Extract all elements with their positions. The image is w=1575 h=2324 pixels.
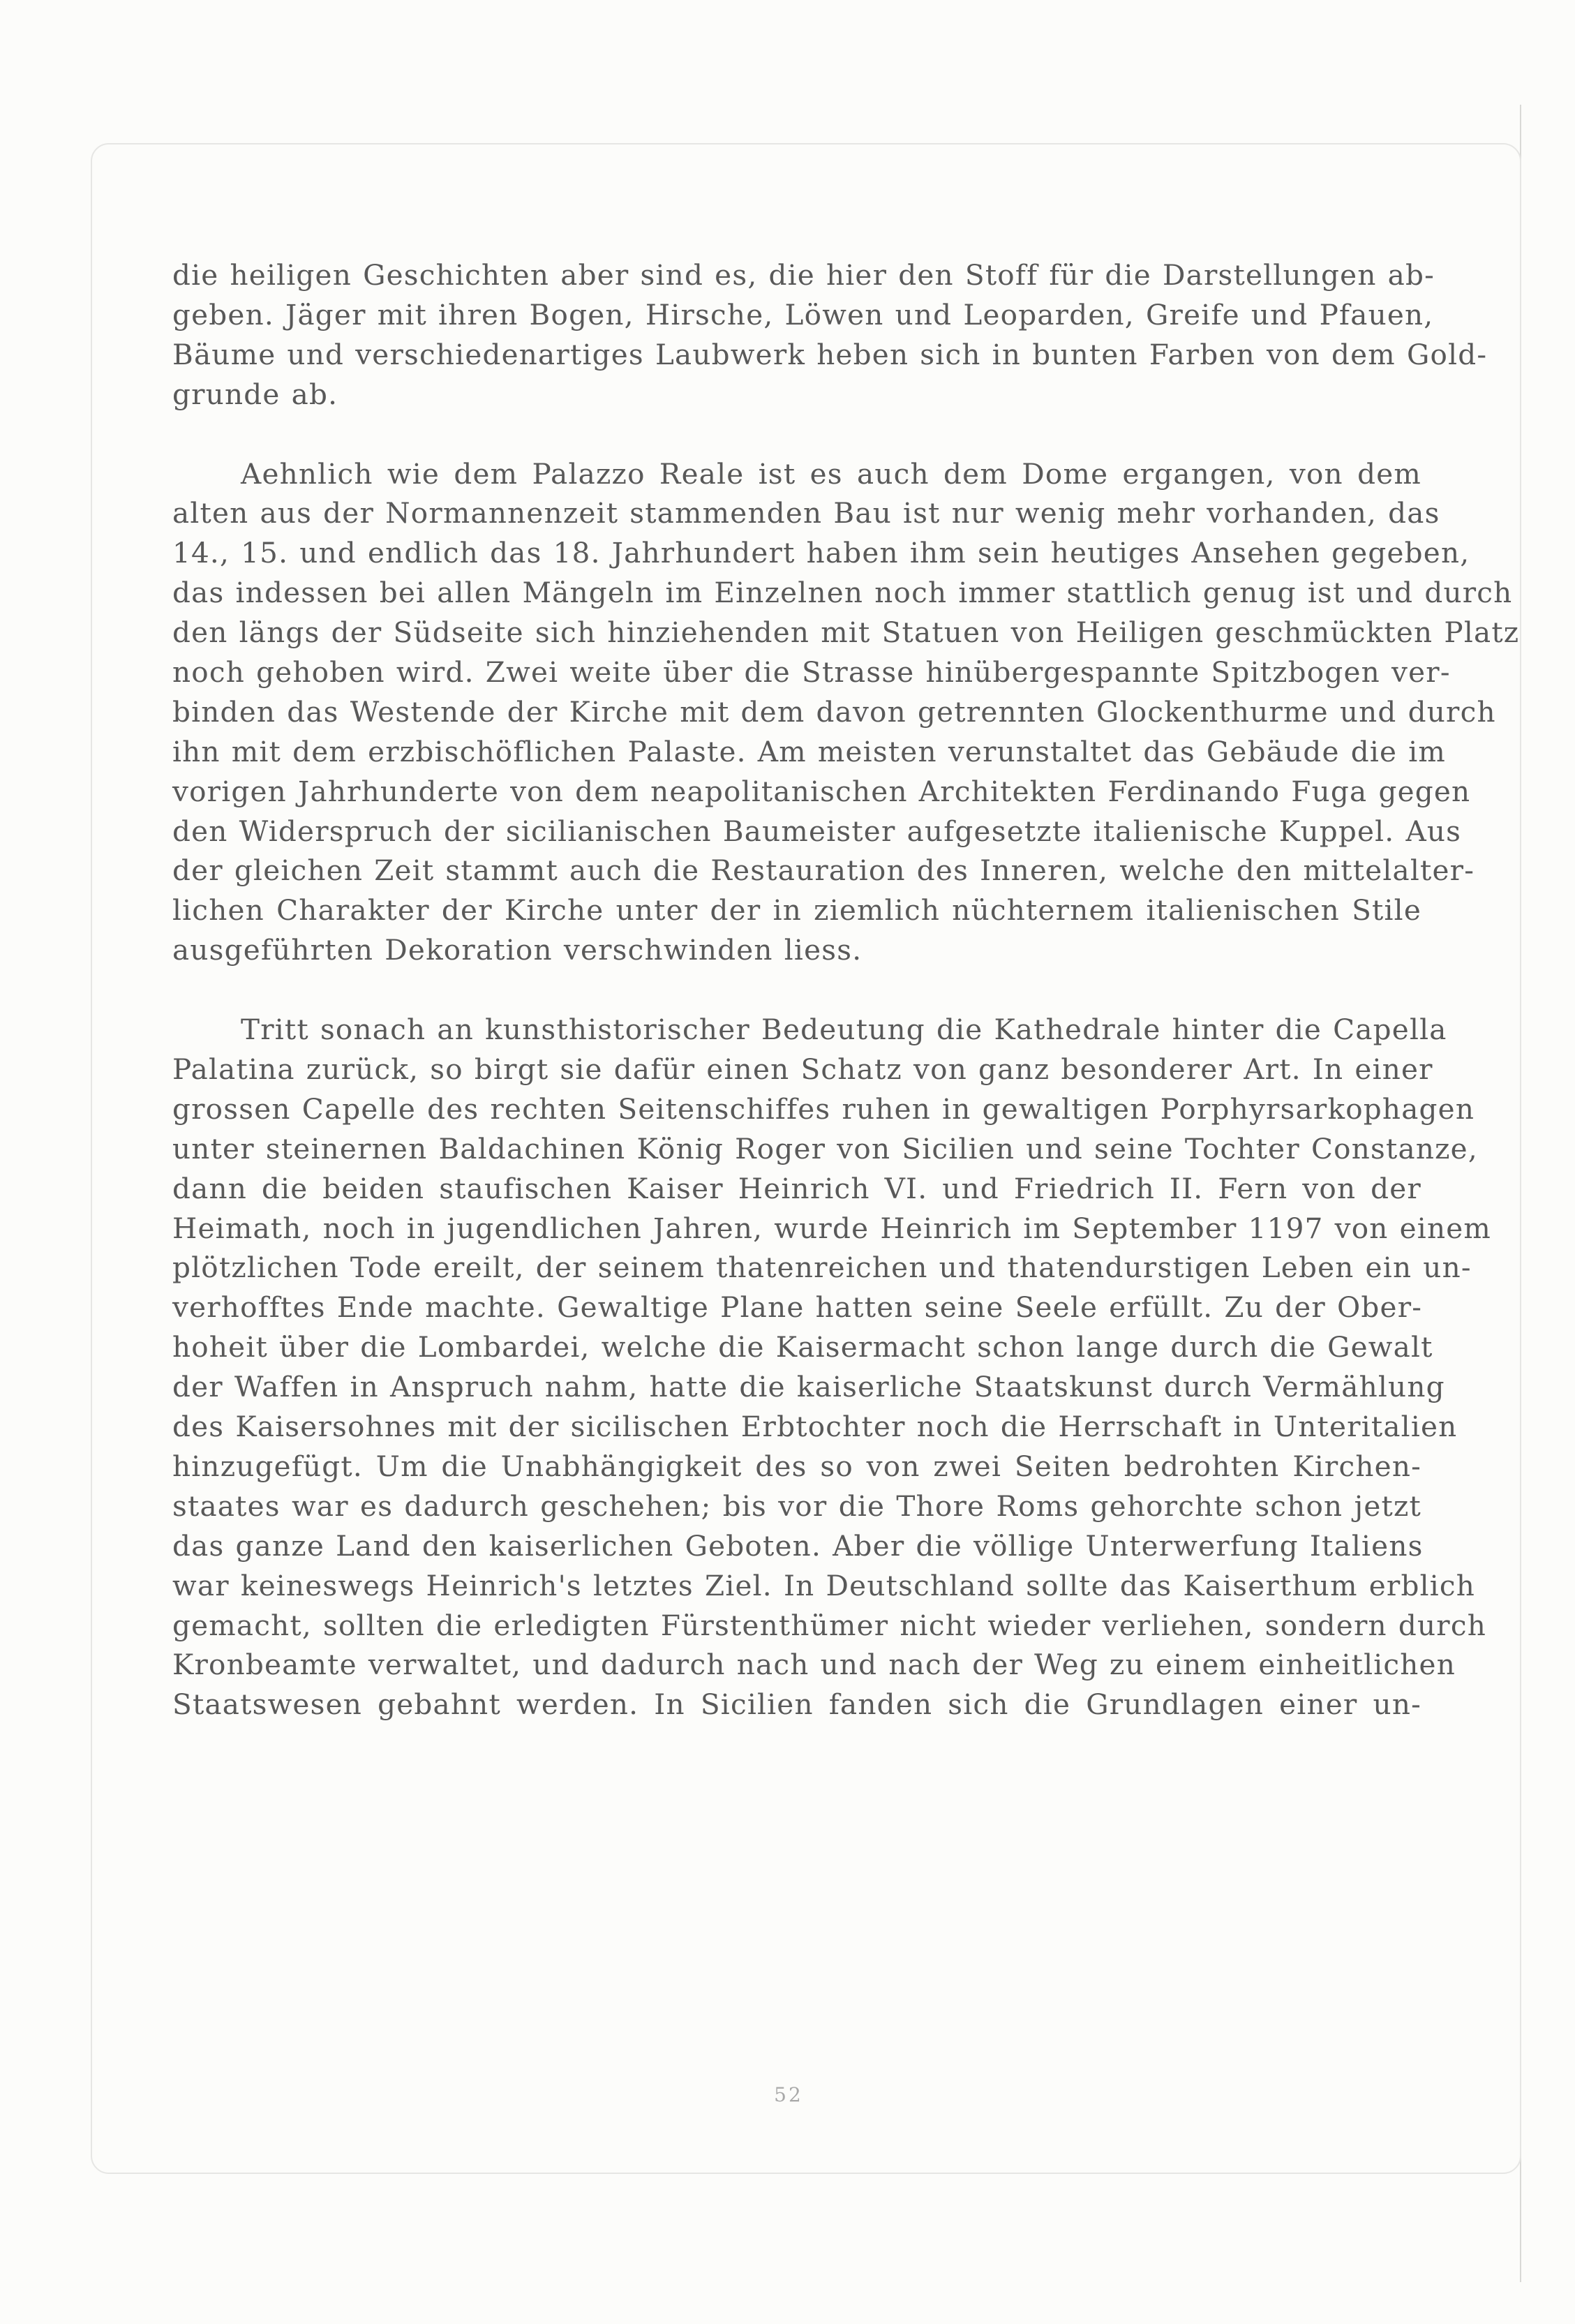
text-line: vorigen Jahrhunderte von dem neapolitanischen Architekten Ferdinando Fuga gegen [172,774,1471,808]
text-line: des Kaisersohnes mit der sicilischen Erbtochter noch die Herrschaft in Unteritalien [172,1410,1458,1444]
text-line: Palatina zurück, so birgt sie dafür einen Schatz von ganz besonderer Art. In einer [172,1052,1433,1087]
body-text [172,255,1520,1725]
paragraph-1 [172,255,1488,415]
text-line: den längs der Südseite sich hinziehenden mit Statuen von Heiligen geschmückten Platz [172,616,1520,650]
text-line: das ganze Land den kaiserlichen Geboten. Aber die völlige Unterwerfung Italiens [172,1528,1424,1563]
page-number: 52 [774,2083,803,2106]
text-line: die heiligen Geschichten aber sind es, die hier den Stoff für die Darstellungen ab- [172,258,1435,292]
text-line: hoheit über die Lombardei, welche die Kaisermacht schon lange durch die Gewalt [172,1330,1433,1364]
text-line: binden das Westende der Kirche mit dem davon getrennten Glockenthurme und durch [172,694,1496,729]
text-line: grunde ab. [172,377,338,411]
text-line: Bäume und verschiedenartiges Laubwerk heben sich in bunten Farben von dem Gold- [172,337,1488,371]
text-line: Heimath, noch in jugendlichen Jahren, wurde Heinrich im September 1197 von einem [172,1211,1492,1245]
text-line: das indessen bei allen Mängeln im Einzelnen noch immer stattlich genug ist und durch [172,576,1513,610]
text-line: noch gehoben wird. Zwei weite über die Strasse hinübergespannte Spitzbogen ver- [172,655,1451,690]
text-line: der gleichen Zeit stammt auch die Restauration des Inneren, welche den mittelalter- [172,854,1475,888]
text-line: staates war es dadurch geschehen; bis vor die Thore Roms gehorchte schon jetzt [172,1489,1421,1523]
text-line: plötzlichen Tode ereilt, der seinem thatenreichen und thatendurstigen Leben ein un- [172,1251,1472,1285]
text-line: hinzugefügt. Um die Unabhängigkeit des so von zwei Seiten bedrohten Kirchen- [172,1449,1421,1483]
text-line: geben. Jäger mit ihren Bogen, Hirsche, Löwen und Leoparden, Greife und Pfauen, [172,297,1434,332]
text-line: 14., 15. und endlich das 18. Jahrhundert haben ihm sein heutiges Ansehen gegeben, [172,536,1470,570]
text-line: ihn mit dem erzbischöflichen Palaste. Am meisten verunstaltet das Gebäude die im [172,734,1446,768]
text-line: dann die beiden staufischen Kaiser Heinrich VI. und Friedrich II. Fern von der [172,1171,1421,1205]
text-line: ausgeführten Dekoration verschwinden liess. [172,933,863,967]
paragraph-3 [172,1010,1492,1725]
paragraph-2 [172,454,1520,971]
text-line: Kronbeamte verwaltet, und dadurch nach und nach der Weg zu einem einheitlichen [172,1648,1456,1682]
text-line: den Widerspruch der sicilianischen Baumeister aufgesetzte italienische Kuppel. Aus [172,814,1462,848]
text-line: verhofftes Ende machte. Gewaltige Plane hatten seine Seele erfüllt. Zu der Ober- [172,1290,1423,1325]
text-line: Tritt sonach an kunsthistorischer Bedeutung die Kathedrale hinter die Capella [241,1013,1447,1047]
text-line: Aehnlich wie dem Palazzo Reale ist es auch dem Dome ergangen, von dem [241,456,1421,491]
text-line: grossen Capelle des rechten Seitenschiffes ruhen in gewaltigen Porphyrsarkophagen [172,1092,1475,1126]
text-line: lichen Charakter der Kirche unter der in ziemlich nüchternem italienischen Stile [172,893,1421,928]
text-line: alten aus der Normannenzeit stammenden Bau ist nur wenig mehr vorhanden, das [172,496,1440,530]
text-line: unter steinernen Baldachinen König Roger von Sicilien und seine Tochter Constanze, [172,1131,1478,1165]
text-line: Staatswesen gebahnt werden. In Sicilien fanden sich die Grundlagen einer un- [172,1688,1421,1722]
text-line: der Waffen in Anspruch nahm, hatte die kaiserliche Staatskunst durch Vermählung [172,1370,1445,1404]
text-line: gemacht, sollten die erledigten Fürstenthümer nicht wieder verliehen, sondern durch [172,1608,1487,1642]
text-line: war keineswegs Heinrich's letztes Ziel. In Deutschland sollte das Kaiserthum erblich [172,1568,1476,1602]
